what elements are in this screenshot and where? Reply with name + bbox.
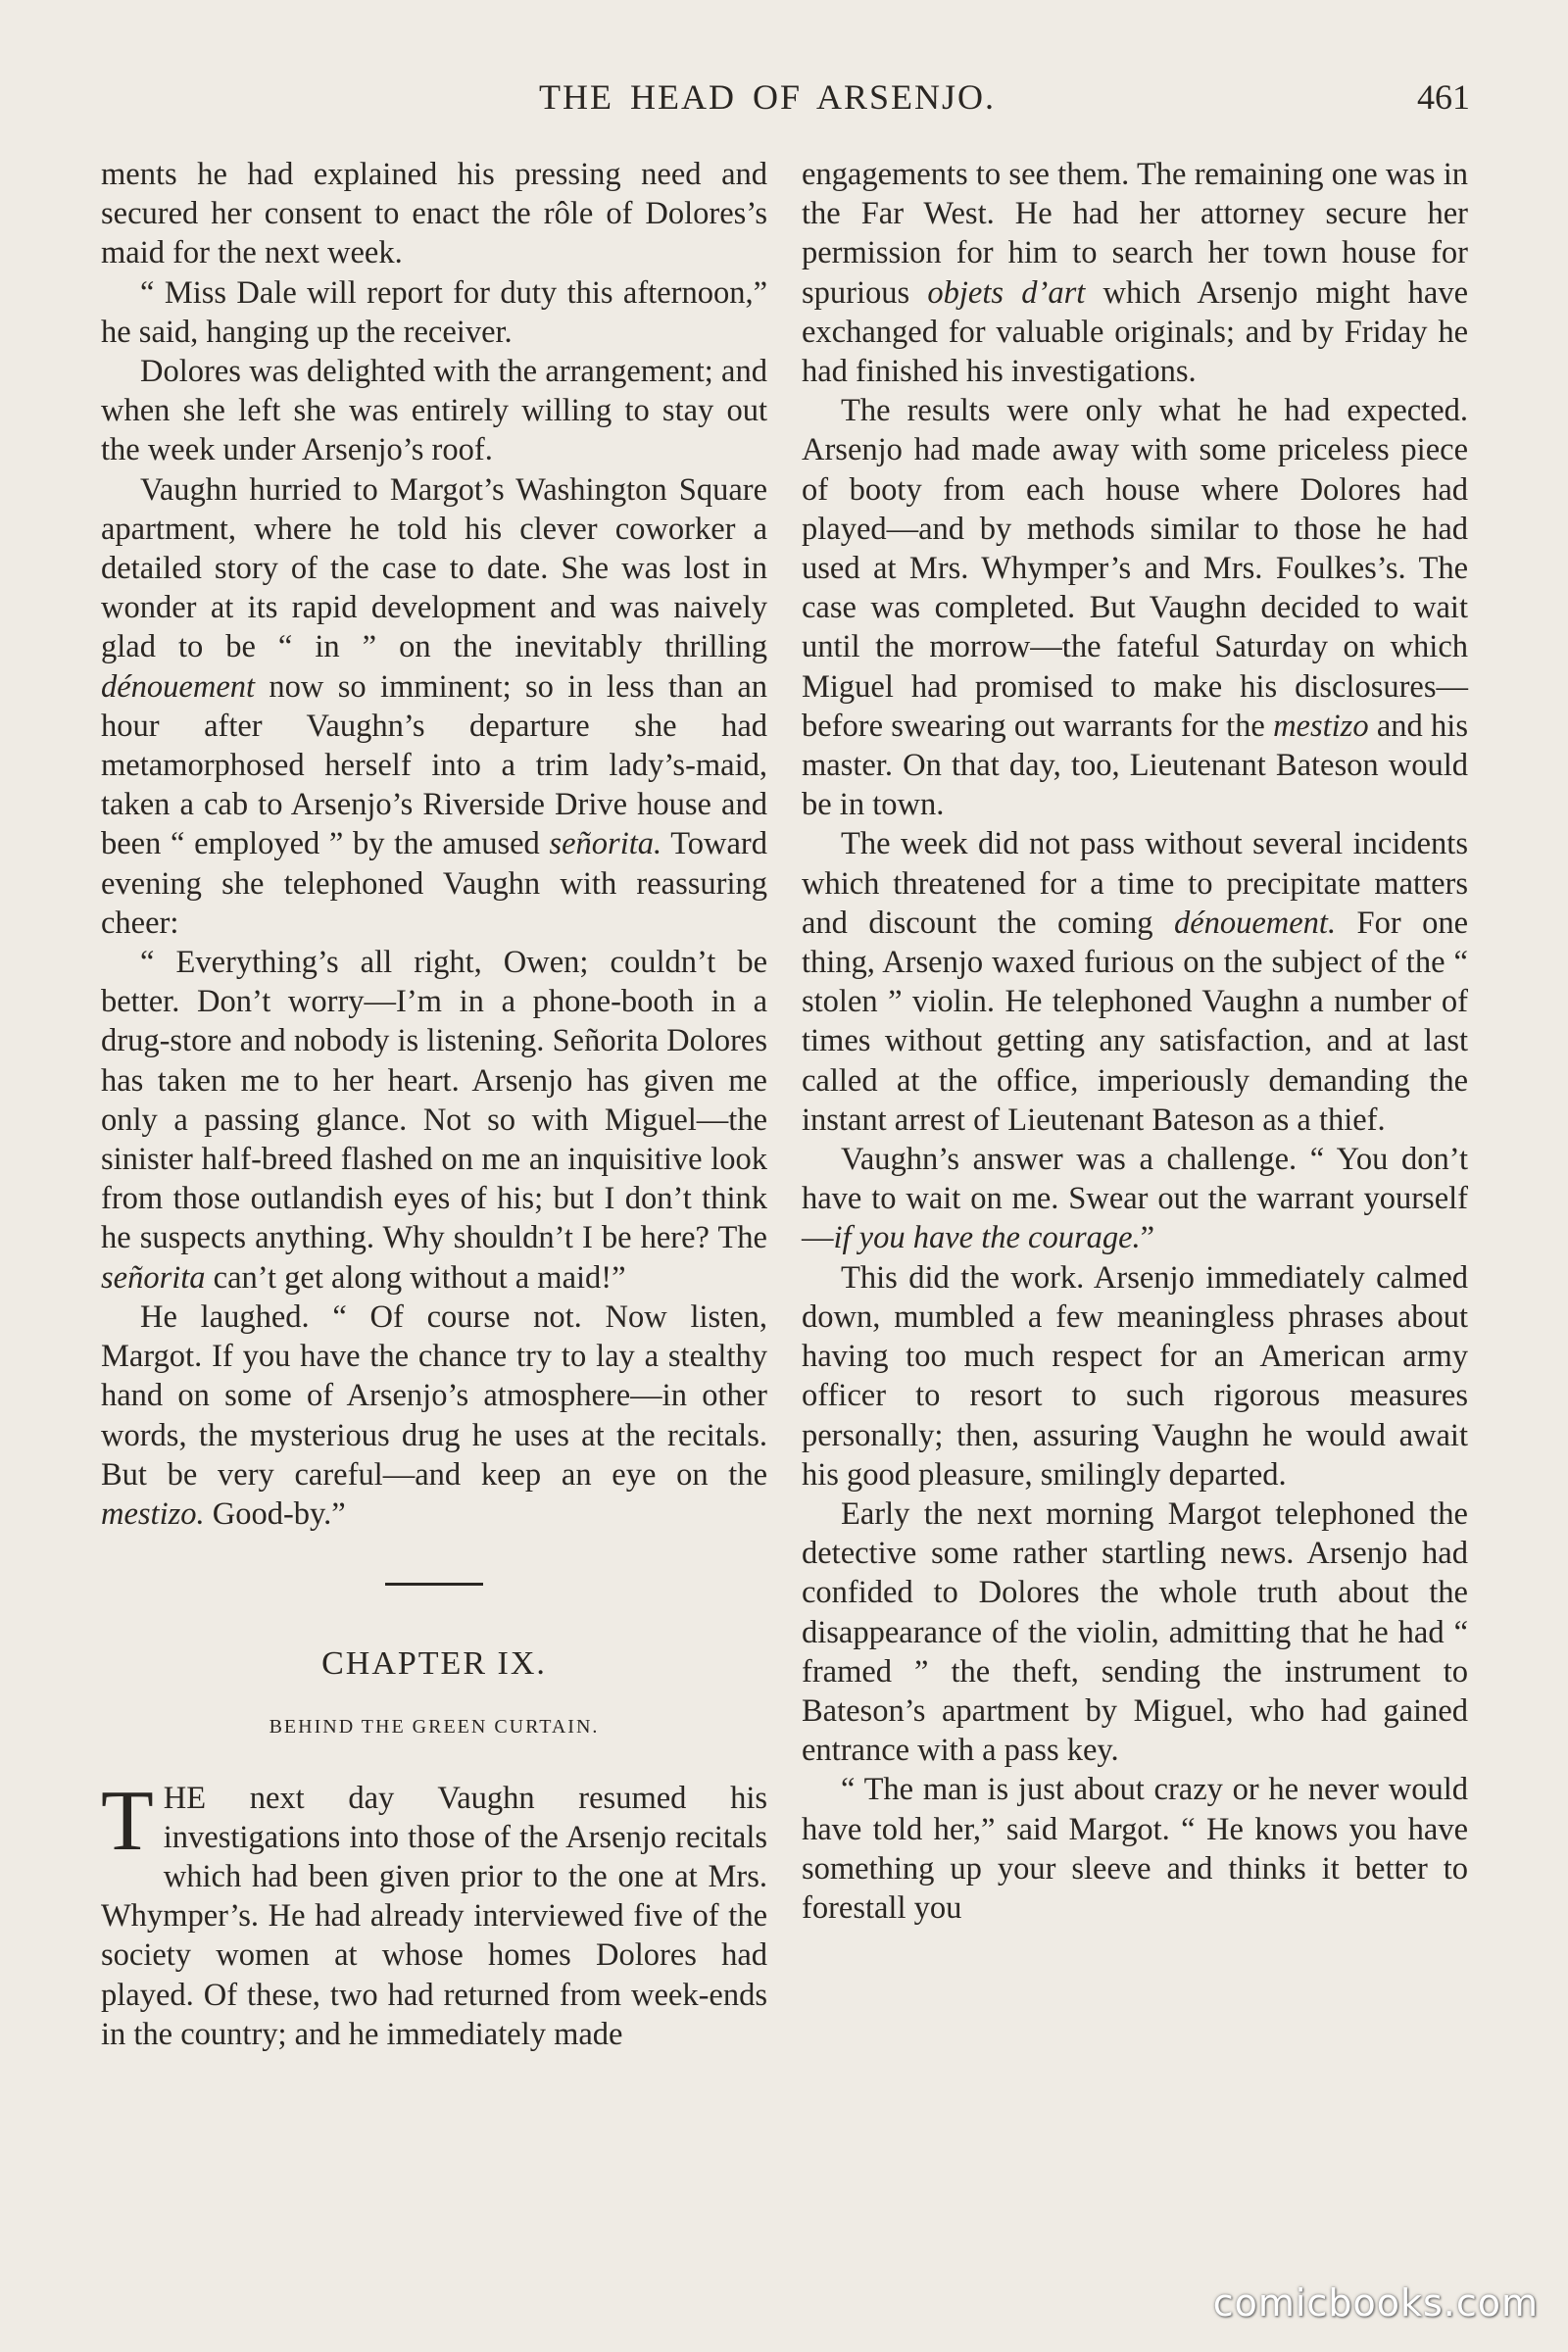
paragraph: Dolores was delighted with the arrangement; and when she left she was entirely willing to stay out the week under Arsenjo’s roof.	[101, 354, 767, 468]
paragraph: Early the next morning Margot telephoned the detective some rather startling news. Arsenjo had confided to Dolores the whole truth about the disappearance of the violin, admitting that he had “ framed ” the theft, sending the instrument to Bateson’s apartment by Miguel, who had gained entrance with a pass key.	[802, 1495, 1468, 1769]
paragraph	[101, 1298, 767, 1534]
paragraph	[101, 943, 767, 1298]
text-run: For one thing, Arsenjo waxed furious on the subject of the “ stolen ” violin. He telephoned Vaughn a number of times without getting any satisfaction, and at last called at the office, imperiously demanding the instant arrest of Lieutenant Bateson as a thief.	[802, 905, 1469, 1138]
text-run: Good-by.”	[204, 1495, 346, 1532]
drop-cap: T	[101, 1773, 154, 1869]
text-run: can’t get along without a maid!”	[205, 1259, 626, 1296]
paragraph	[802, 1140, 1468, 1258]
right-column	[802, 155, 1468, 1928]
paragraph	[802, 824, 1468, 1140]
paragraph	[802, 155, 1468, 391]
paragraph: “ The man is just about crazy or he never would have told her,” said Margot. “ He knows you have something up your sleeve and thinks it better to forestall you	[802, 1772, 1468, 1926]
paragraph	[101, 470, 767, 943]
text-run: engagements to see them. The remaining one was in the Far West. He had her attorney secure her permission for him to search her town house for spurious	[802, 157, 1468, 311]
chapter-subtitle: BEHIND THE GREEN CURTAIN.	[269, 1716, 600, 1739]
paragraph: “ Miss Dale will report for duty this afternoon,” he said, hanging up the receiver.	[101, 274, 767, 350]
running-title: THE HEAD OF ARSENJO.	[539, 77, 997, 117]
text-run: HE next day Vaughn resumed his investigations into those of the Arsenjo recitals which had been given prior to the one at Mrs. Whymper’s. He had already interviewed five of the society women at whose homes Dolores had played. Of these, two had returned from week-ends in the country; and he immediately made	[101, 1780, 767, 2052]
chapter-title: CHAPTER IX.	[321, 1645, 547, 1683]
text-run: He laughed. “ Of course not. Now listen, Margot. If you have the chance try to lay a stealthy hand on some of Arsenjo’s atmosphere—in other words, the mysterious drug he uses at the recitals. But be very careful—and keep an eye on the	[101, 1298, 767, 1493]
paragraph	[802, 391, 1468, 824]
paragraph	[101, 1773, 767, 2054]
text-run: Toward evening she telephoned Vaughn with reassuring cheer:	[101, 826, 767, 941]
italic-text: mestizo	[1273, 708, 1369, 744]
watermark: comicbooks.com	[1212, 2281, 1539, 2325]
text-run: The week did not pass without several incidents which threatened for a time to precipitate matters and discount the coming	[802, 826, 1468, 941]
italic-text: señorita.	[549, 826, 662, 862]
section-divider	[385, 1583, 483, 1586]
italic-text: mestizo.	[101, 1495, 205, 1532]
page-number: 461	[1417, 77, 1470, 117]
text-run: “ Everything’s all right, Owen; couldn’t be better. Don’t worry—I’m in a phone-booth in a drug-store and nobody is listening. Señorita Dolores has taken me to her heart. Arsenjo has given me only a passing glance. Not so with Miguel—the sinister half-breed flashed on me an inquisitive look from those outlandish eyes of his; but I don’t think he suspects anything. Why shouldn’t I be here? The	[101, 945, 767, 1256]
paragraph: ments he had explained his pressing need and secured her consent to enact the rôle of Dolores’s maid for the next week.	[101, 157, 767, 271]
text-run: The results were only what he had expected. Arsenjo had made away with some priceless piece of booty from each house where Dolores had played—and by methods similar to those he had used at Mrs. Whymper’s and Mrs. Foulkes’s. The case was completed. But Vaughn decided to wait until the morrow—the fateful Saturday on which Miguel had promised to make his disclosures—before swearing out warrants for the	[802, 393, 1468, 744]
text-run: Vaughn hurried to Margot’s Washington Square apartment, where he told his clever coworker a detailed story of the case to date. She was lost in wonder at its rapid development and was naively glad to be “ in ” on the inevitably thrilling	[101, 471, 767, 665]
text-run: Vaughn’s answer was a challenge. “ You don’t have to wait on me. Swear out the warrant yourself—	[802, 1142, 1468, 1256]
italic-text: señorita	[101, 1259, 206, 1296]
text-run: which Arsenjo might have exchanged for valuable originals; and by Friday he had finished his investigations.	[802, 274, 1469, 390]
italic-text: dénouement	[101, 668, 256, 705]
italic-text: dénouement.	[1173, 905, 1337, 941]
text-run: and his master. On that day, too, Lieutenant Bateson would be in town.	[802, 708, 1468, 823]
page-header	[103, 76, 1470, 125]
italic-text: objets d’art	[927, 274, 1086, 311]
italic-text: if you have the courage.	[833, 1220, 1141, 1256]
paragraph: This did the work. Arsenjo immediately calmed down, mumbled a few meaningless phrases about having too much respect for an American army officer to resort to such rigorous measures personally; then, assuring Vaughn he would await his good pleasure, smilingly departed.	[802, 1259, 1468, 1493]
left-column	[101, 155, 767, 2054]
text-run: now so imminent; so in less than an hour after Vaughn’s departure she had metamorphosed herself into a trim lady’s-maid, taken a cab to Arsenjo’s Riverside Drive house and been “ employed ” by the amused	[101, 668, 767, 862]
text-run: ”	[1140, 1220, 1155, 1256]
